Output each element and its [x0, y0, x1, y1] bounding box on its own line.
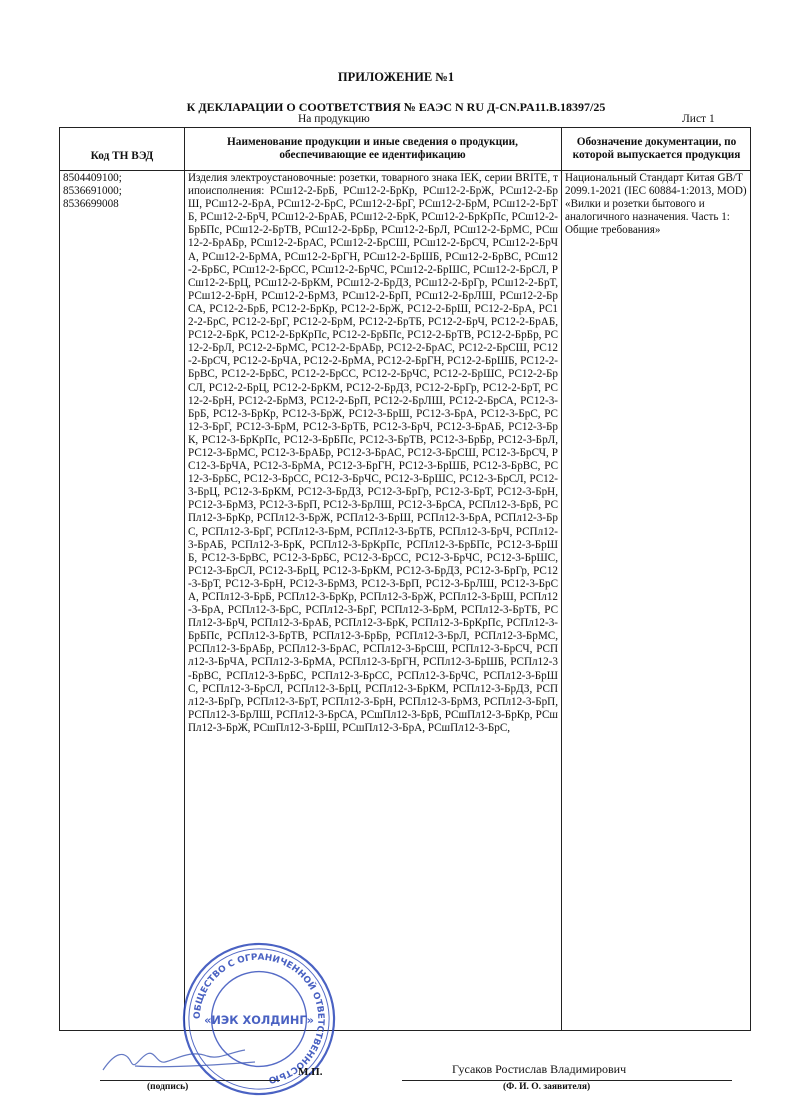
on-product-label: На продукцию — [298, 113, 370, 125]
header-product-name: Наименование продукции и иные сведения о продукции, обеспечивающие ее идентификацию — [227, 136, 518, 161]
seal-place-label: М.П. — [298, 1066, 323, 1078]
signature-scribble — [95, 1040, 265, 1080]
declaration-title: К ДЕКЛАРАЦИИ О СООТВЕТСТВИЯ № ЕАЭС N RU Д-CN.PA11.B.18397/25 — [186, 100, 606, 114]
tnved-code: 8536691000; — [63, 185, 122, 198]
applicant-caption: (Ф. И. О. заявителя) — [503, 1082, 591, 1092]
sheet-number: Лист 1 — [682, 113, 715, 125]
column-divider — [561, 128, 562, 1030]
column-divider — [184, 128, 185, 1030]
tnved-code: 8504409100; — [63, 172, 122, 184]
product-description: Изделия электроустановочные: розетки, товарного знака IEK, серии BRITE, типоисполнения: РСш12-2-БрБ, РСш12-2-БрКр, РСш12-2-БрЖ, РСш12-2-БрШ, РСш12-2-БрА, РСш12-2-БрС, РСш12-2-БрГ, РСш12-2-БрМ, РСш12-2-БрТБ, РСш12-2-БрЧ, РСш12-2-БрАБ, РСш12-2-БрК, РСш12-2-БрКрПс, РСш12-2-БрБПс, РСш12-2-БрТВ, РСш12-2-БрБр, РСш12-2-БрЛ, РСш12-2-БрМС, РСш12-2-БрАБр, РСш12-2-БрАС, РСш12-2-БрСШ, РСш12-2-БрСЧ, РСш12-2-БрЧА, РСш12-2-БрМА, РСш12-2-БрГН, РСш12-2-БрШБ, РСш12-2-БрВС, РСш12-2-БрБС, РСш12-2-БрСС, РСш12-2-БрЧС, РСш12-2-БрШС, РСш12-2-БрСЛ, РСш12-2-БрЦ, РСш12-2-БрКМ, РСш12-2-БрДЗ, РСш12-2-БрГр, РСш12-2-БрТ, РСш12-2-БрН, РСш12-2-БрМЗ, РСш12-2-БрП, РСш12-2-БрЛШ, РСш12-2-БрСА, РС12-2-БрБ, РС12-2-БрКр, РС12-2-БрЖ, РС12-2-БрШ, РС12-2-БрА, РС12-2-БрС, РС12-2-БрГ, РС12-2-БрМ, РС12-2-БрТБ, РС12-2-БрЧ, РС12-2-БрАБ, РС12-2-БрК, РС12-2-БрКрПс, РС12-2-БрБПс, РС12-2-БрТВ, РС12-2-БрБр, РС12-2-БрЛ, РС12-2-БрМС, РС12-2-БрАБр, РС12-2-БрАС, РС12-2-БрСШ, РС12-2-БрСЧ, РС12-2-БрЧА, РС12-2-БрМА, РС12-2-БрГН, РС12-2-БрШБ, РС12-2-БрВС, РС12-2-БрБС, РС12-2-БрСС, РС12-2-БрЧС, РС12-2-БрШС, РС12-2-БрСЛ, РС12-2-БрЦ, РС12-2-БрКМ, РС12-2-БрДЗ, РС12-2-БрГр, РС12-2-БрТ, РС12-2-БрН, РС12-2-БрМЗ, РС12-2-БрП, РС12-2-БрЛШ, РС12-2-БрСА, РС12-3-БрБ, РС12-3-БрКр, РС12-3-БрЖ, РС12-3-БрШ, РС12-3-БрА, РС12-3-БрС, РС12-3-БрГ, РС12-3-БрМ, РС12-3-БрТБ, РС12-3-БрЧ, РС12-3-БрАБ, РС12-3-БрК, РС12-3-БрКрПс, РС12-3-БрБПс, РС12-3-БрТВ, РС12-3-БрБр, РС12-3-БрЛ, РС12-3-БрМС, РС12-3-БрАБр, РС12-3-БрАС, РС12-3-БрСШ, РС12-3-БрСЧ, РС12-3-БрЧА, РС12-3-БрМА, РС12-3-БрГН, РС12-3-БрШБ, РС12-3-БрВС, РС12-3-БрБС, РС12-3-БрСС, РС12-3-БрЧС, РС12-3-БрШС, РС12-3-БрСЛ, РС12-3-БрЦ, РС12-3-БрКМ, РС12-3-БрДЗ, РС12-3-БрГр, РС12-3-БрТ, РС12-3-БрН, РС12-3-БрМЗ, РС12-3-БрП, РС12-3-БрЛШ, РС12-3-БрСА, РСПл12-3-БрБ, РСПл12-3-БрКр, РСПл12-3-БрЖ, РСПл12-3-БрШ, РСПл12-3-БрА, РСПл12-3-БрС, РСПл12-3-БрГ, РСПл12-3-БрМ, РСПл12-3-БрТБ, РСПл12-3-БрЧ, РСПл12-3-БрАБ, РСПл12-3-БрК, РСПл12-3-БрКрПс, РСПл12-3-БрБПс, РС12-3-БрШБ, РС12-3-БрВС, РС12-3-БрБС, РС12-3-БрСС, РС12-3-БрЧС, РС12-3-БрШС, РС12-3-БрСЛ, РС12-3-БрЦ, РС12-3-БрКМ, РС12-3-БрДЗ, РС12-3-БрГр, РС12-3-БрТ, РС12-3-БрН, РС12-3-БрМЗ, РС12-3-БрП, РС12-3-БрЛШ, РС12-3-БрСА, РСПл12-3-БрБ, РСПл12-3-БрКр, РСПл12-3-БрЖ, РСПл12-3-БрШ, РСПл12-3-БрА, РСПл12-3-БрС, РСПл12-3-БрГ, РСПл12-3-БрМ, РСПл12-3-БрТБ, РСПл12-3-БрЧ, РСПл12-3-БрАБ, РСПл12-3-БрК, РСПл12-3-БрКрПс, РСПл12-3-БрБПс, РСПл12-3-БрТВ, РСПл12-3-БрБр, РСПл12-3-БрЛ, РСПл12-3-БрМС, РСПл12-3-БрАБр, РСПл12-3-БрАС, РСПл12-3-БрСШ, РСПл12-3-БрСЧ, РСПл12-3-БрЧА, РСПл12-3-БрМА, РСПл12-3-БрГН, РСПл12-3-БрШБ, РСПл12-3-БрВС, РСПл12-3-БрБС, РСПл12-3-БрСС, РСПл12-3-БрЧС, РСПл12-3-БрШС, РСПл12-3-БрСЛ, РСПл12-3-БрЦ, РСПл12-3-БрКМ, РСПл12-3-БрДЗ, РСПл12-3-БрГр, РСПл12-3-БрТ, РСПл12-3-БрН, РСПл12-3-БрМЗ, РСПл12-3-БрП, РСПл12-3-БрЛШ, РСПл12-3-БрСА, РСшПл12-3-БрБ, РСшПл12-3-БрКр, РСшПл12-3-БрЖ, РСшПл12-3-БрШ, РСшПл12-3-БрА, РСшПл12-3-БрС, — [188, 172, 558, 734]
declaration-table — [59, 127, 751, 1031]
header-divider — [60, 170, 750, 171]
tnved-codes — [63, 172, 181, 211]
appendix-title: ПРИЛОЖЕНИЕ №1 — [337, 70, 455, 84]
signature-caption: (подпись) — [147, 1082, 189, 1092]
header-code: Код ТН ВЭД — [90, 149, 154, 162]
applicant-name: Гусаков Ростислав Владимирович — [452, 1062, 627, 1076]
seal-center-text: «ИЭК ХОЛДИНГ» — [204, 1012, 314, 1027]
signature-line — [100, 1080, 280, 1081]
applicant-line — [402, 1080, 732, 1081]
seal-ring-text: ОБЩЕСТВО С ОГРАНИЧЕННОЙ ОТВЕТСТВЕННОСТЬЮ — [192, 952, 326, 1085]
standard-document: Национальный Стандарт Китая GB/T 2099.1-2021 (IEC 60884-1:2013, MOD) «Вилки и розетки бытового и аналогичного назначения. Часть 1: Общие требования» — [565, 172, 747, 237]
tnved-code: 8536699008 — [63, 198, 119, 211]
header-documentation: Обозначение документации, по которой выпускается продукция — [572, 136, 741, 161]
